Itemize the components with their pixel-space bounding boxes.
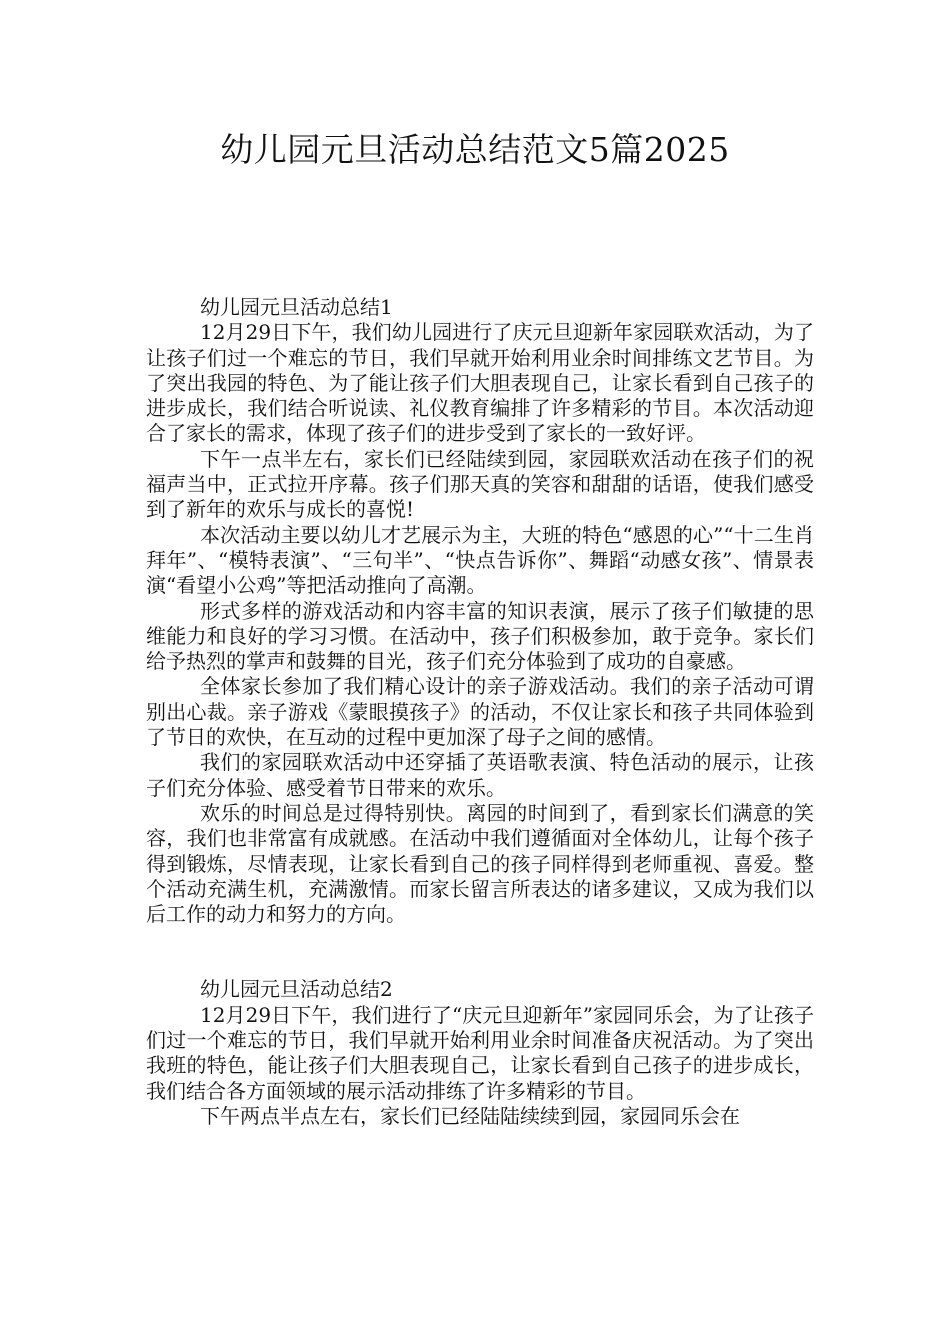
paragraph: 12月29日下午，我们幼儿园进行了庆元旦迎新年家园联欢活动，为了让孩子们过一个难忘的节日，我们早就开始利用业余时间排练文艺节目。为了突出我园的特色、为了能让孩子们大胆表现自己，让家长看到自己孩子的进步成长，我们结合听说读、礼仪教育编排了许多精彩的节目。本次活动迎合了家长的需求，体现了孩子们的进步受到了家长的一致好评。 <box>146 320 814 446</box>
paragraph: 欢乐的时间总是过得特别快。离园的时间到了，看到家长们满意的笑容，我们也非常富有成就感。在活动中我们遵循面对全体幼儿，让每个孩子得到锻炼，尽情表现，让家长看到自己的孩子同样得到老师重视、喜爱。整个活动充满生机，充满激情。而家长留言所表达的诸多建议，又成为我们以后工作的动力和努力的方向。 <box>146 800 814 927</box>
paragraph: 下午两点半点左右，家长们已经陆陆续续到园，家园同乐会在 <box>200 1103 740 1128</box>
section-heading: 幼儿园元旦活动总结2 <box>200 977 393 1002</box>
section-1 <box>146 295 814 927</box>
paragraph: 全体家长参加了我们精心设计的亲子游戏活动。我们的亲子活动可谓别出心裁。亲子游戏《蒙眼摸孩子》的活动，不仅让家长和孩子共同体验到了节日的欢快，在互动的过程中更加深了母子之间的感情。 <box>146 674 814 750</box>
section-2 <box>146 977 814 1129</box>
document-title: 幼儿园元旦活动总结范文5篇2025 <box>220 130 730 169</box>
paragraph: 12月29日下午，我们进行了“庆元旦迎新年”家园同乐会，为了让孩子们过一个难忘的节日，我们早就开始利用业余时间准备庆祝活动。为了突出我班的特色，能让孩子们大胆表现自己，让家长看到自己孩子的进步成长，我们结合各方面领域的展示活动排练了许多精彩的节目。 <box>146 1002 814 1103</box>
paragraph: 本次活动主要以幼儿才艺展示为主，大班的特色“感恩的心”“十二生肖拜年”、“模特表演”、“三句半”、“快点告诉你”、舞蹈“动感女孩”、情景表演“看望小公鸡”等把活动推向了高潮。 <box>146 522 814 598</box>
document-body <box>146 295 814 1129</box>
section-heading: 幼儿园元旦活动总结1 <box>200 295 393 319</box>
paragraph: 我们的家园联欢活动中还穿插了英语歌表演、特色活动的展示，让孩子们充分体验、感受着节日带来的欢乐。 <box>146 750 814 800</box>
paragraph: 下午一点半左右，家长们已经陆续到园，家园联欢活动在孩子们的祝福声当中，正式拉开序幕。孩子们那天真的笑容和甜甜的话语，使我们感受到了新年的欢乐与成长的喜悦! <box>146 446 814 522</box>
paragraph: 形式多样的游戏活动和内容丰富的知识表演，展示了孩子们敏捷的思维能力和良好的学习习惯。在活动中，孩子们积极参加，敢于竞争。家长们给予热烈的掌声和鼓舞的目光，孩子们充分体验到了成功的自豪感。 <box>146 598 814 674</box>
